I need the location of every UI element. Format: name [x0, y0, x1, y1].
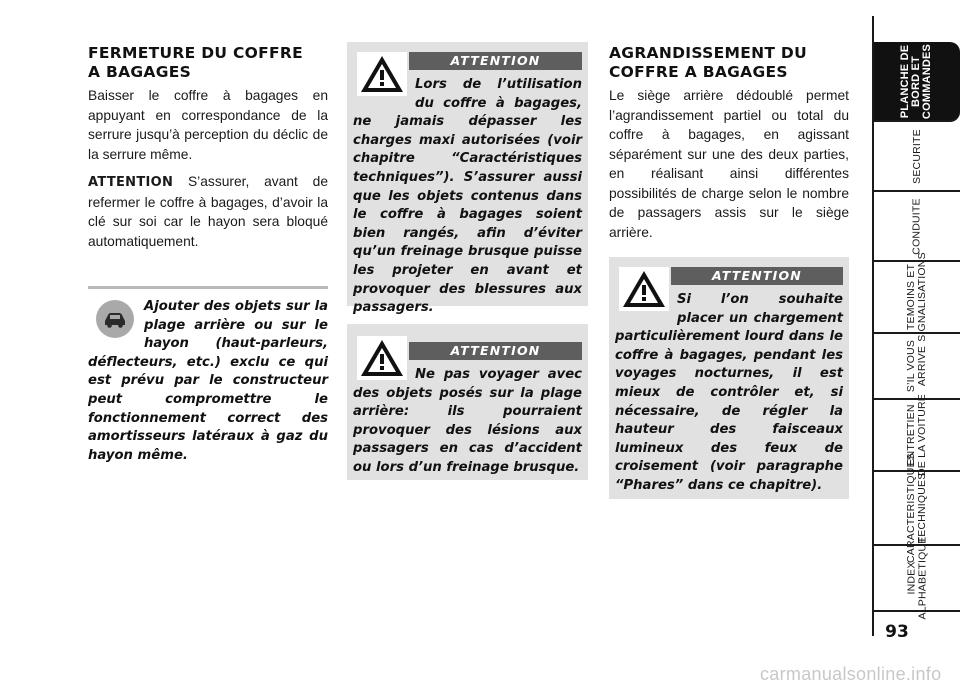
attention-text: S’assurer, avant de refermer le coffre à bagages, d’avoir la clé sur soi car le hayon sera bloqué automatiquement.: [88, 174, 328, 249]
tab-label: TEMOINS ET SIGNALISATIONS: [905, 252, 929, 342]
heading-line-1: AGRANDISSEMENT DU: [609, 44, 807, 62]
tab-label: ENTRETIEN DE LA VOITURE: [905, 394, 928, 476]
chapter-sidebar: [868, 0, 960, 692]
note-block: [88, 298, 328, 465]
page-number: 93: [885, 622, 909, 642]
attention-header: ATTENTION: [671, 267, 843, 285]
tab-index[interactable]: [874, 536, 960, 620]
attention-label: ATTENTION: [88, 175, 174, 190]
tab-label: SECURITE: [910, 128, 923, 184]
attention-paragraph: [88, 172, 328, 251]
warning-triangle-icon: [619, 267, 669, 311]
section-closing-trunk: [88, 44, 328, 259]
tab-securite[interactable]: [874, 122, 960, 192]
tab-label: INDEX ALPHABETIQUE: [905, 536, 928, 620]
section-trunk-extension: [609, 44, 849, 250]
section-heading: [609, 44, 849, 82]
tab-caracteristiques[interactable]: [874, 453, 960, 563]
attention-text: Lors de l’utilisation du coffre à bagages, ne jamais dépasser les charges maxi autorisées (voir chapitre “Caractéristiques techniques”). S’assurer aussi que les objets contenus dans le coffre à bagages soient bien rangés, afin d’éviter qu’un freinage brusque puisse les projeter en avant et provoquer des blessures aux passagers.: [353, 77, 582, 316]
attention-box-rear-shelf: [347, 324, 588, 480]
attention-content: [353, 336, 582, 478]
warning-triangle-icon: [357, 336, 407, 380]
tab-temoins[interactable]: [874, 252, 960, 342]
tab-sil-vous-arrive[interactable]: [874, 334, 960, 400]
note-text: Ajouter des objets sur la plage arrière ou sur le hayon (haut-parleurs, déflecteurs, etc.) exclu ce qui est prévu par le constructeur peut compromettre le fonctionnement correct des amortisseurs latéraux à gaz du hayon même.: [88, 299, 328, 463]
tab-label: S’IL VOUS ARRIVE: [905, 339, 928, 393]
section-heading: [88, 44, 328, 82]
attention-header: ATTENTION: [409, 52, 582, 70]
attention-text: Si l’on souhaite placer un chargement particulièrement lourd dans le coffre à bagages, pendant les voyages nocturnes, il est mieux de contrôler et, si nécessaire, de régler la hauteur des faisceaux lumineux des feux de croisement (voir paragraphe “Phares” dans ce chapitre).: [615, 292, 843, 493]
tab-planche-de-bord[interactable]: [874, 42, 960, 122]
heading-line-1: FERMETURE DU COFFRE: [88, 44, 304, 62]
warning-triangle-icon: [357, 52, 407, 96]
attention-content: [353, 52, 582, 318]
tab-label: CONDUITE: [910, 197, 923, 255]
attention-text: Ne pas voyager avec des objets posés sur la plage arrière: ils pourraient provoquer des lésions aux passagers en cas d’accident ou lors d’un freinage brusque.: [353, 367, 582, 475]
paragraph: Le siège arrière dédoublé permet l’agrandissement partiel ou total du coffre à bagages, en agissant séparément sur une des deux parties, en réalisant ainsi différentes possibilités de charge selon le nombre de passagers assis sur le siège arrière.: [609, 88, 849, 240]
tab-label: CARACTERISTIQUES TECHNIQUES: [905, 453, 928, 563]
watermark: carmanualsonline.info: [760, 664, 942, 684]
attention-header: ATTENTION: [409, 342, 582, 360]
heading-line-2: A BAGAGES: [88, 63, 192, 81]
heading-line-2: COFFRE A BAGAGES: [609, 63, 788, 81]
tab-label: PLANCHE DE BORD ET COMMANDES: [899, 43, 934, 119]
paragraph: Baisser le coffre à bagages en appuyant en correspondance de la serrure jusqu’à perception du déclic de la serrure même.: [88, 88, 328, 162]
note-divider: [88, 286, 328, 289]
attention-content: [615, 267, 843, 496]
attention-box-load-limit: [347, 42, 588, 316]
attention-box-heavy-load: [609, 257, 849, 499]
car-icon: [96, 300, 134, 338]
